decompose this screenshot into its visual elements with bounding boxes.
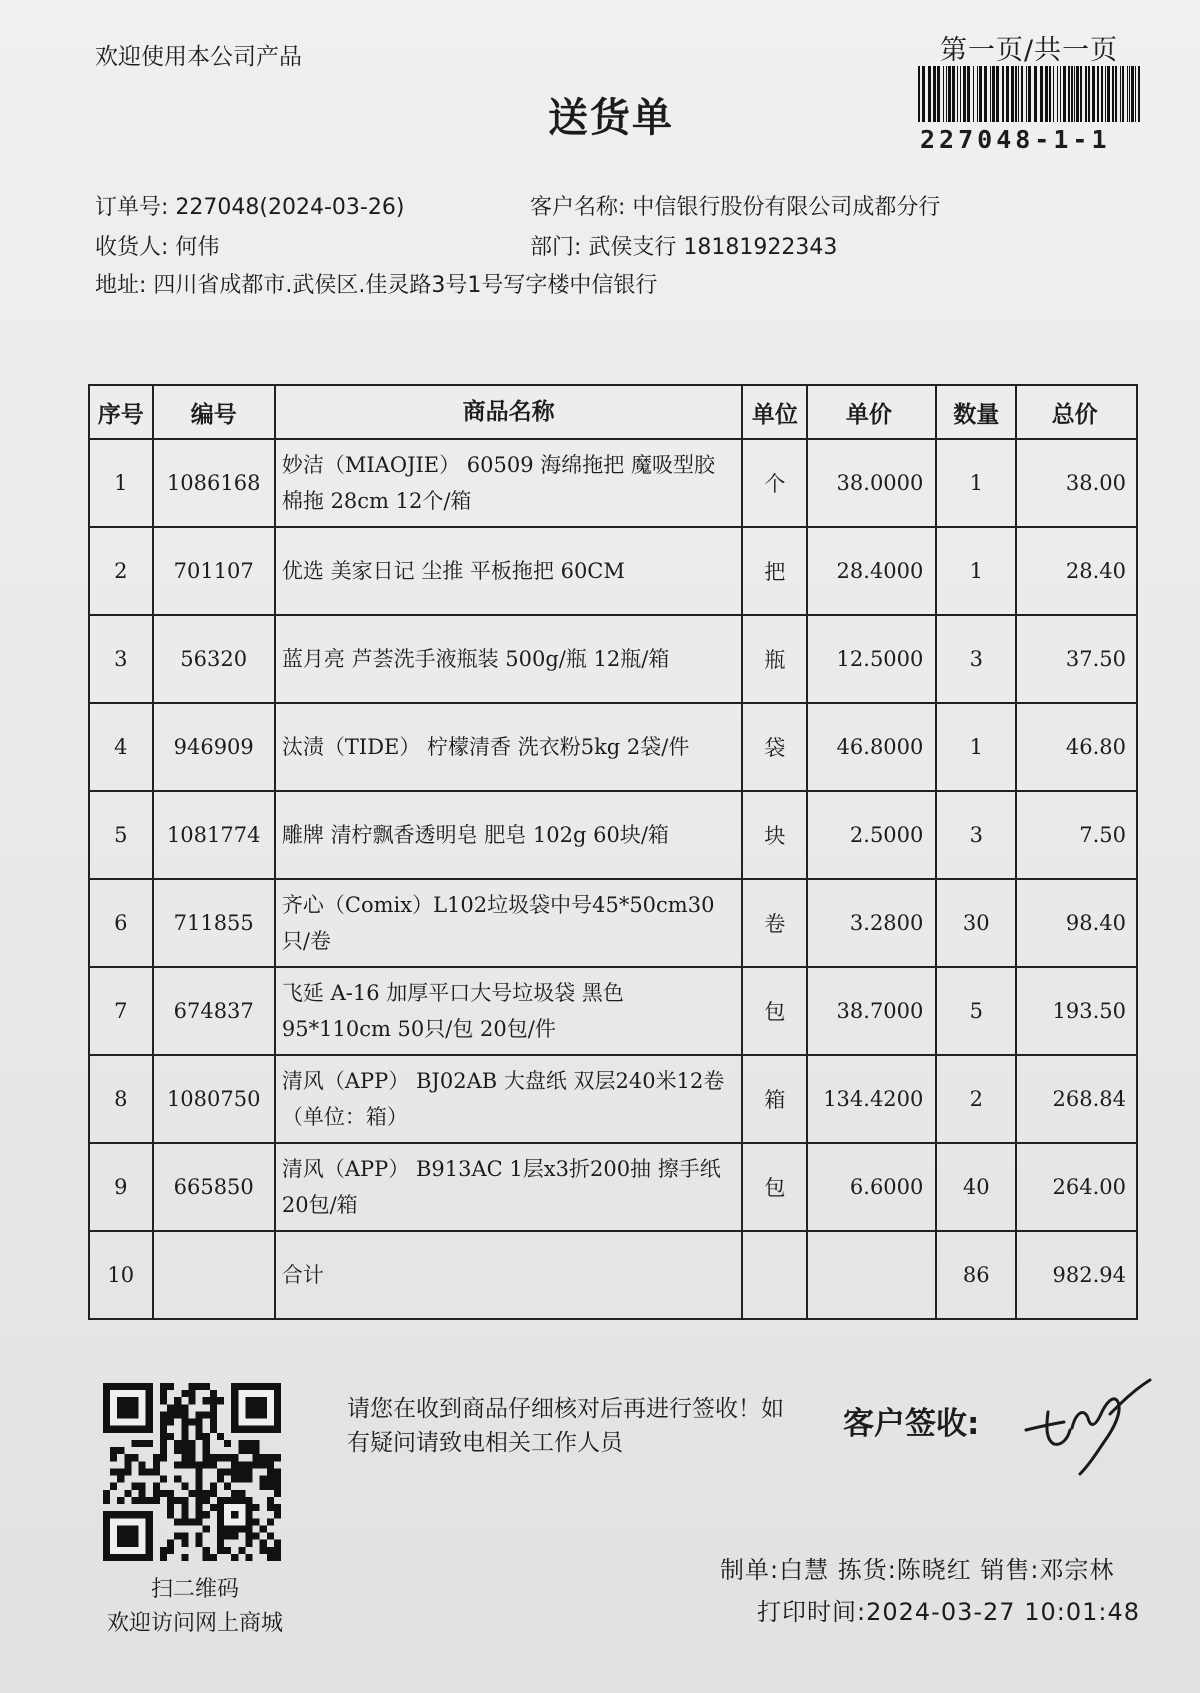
cell-product-name: 妙洁（MIAOJIE） 60509 海绵拖把 魔吸型胶棉拖 28cm 12个/箱: [275, 439, 743, 527]
cell-total: 193.50: [1016, 967, 1137, 1055]
welcome-text: 欢迎使用本公司产品: [95, 44, 302, 70]
cell-index: 9: [89, 1143, 153, 1231]
header-unit-price: 单价: [807, 385, 936, 439]
cell-unit: 块: [742, 791, 807, 879]
table-row: [89, 1143, 1137, 1231]
header-unit: 单位: [742, 385, 807, 439]
order-number: [95, 190, 404, 221]
barcode-icon: [918, 66, 1140, 122]
cell-product-name: 雕牌 清柠飘香透明皂 肥皂 102g 60块/箱: [275, 791, 743, 879]
cell-index: 2: [89, 527, 153, 615]
order-label: 订单号:: [95, 195, 169, 220]
cell-unit: 瓶: [742, 615, 807, 703]
cell-code: 665850: [153, 1143, 275, 1231]
cell-unit: 包: [742, 967, 807, 1055]
cell-unit-price: 12.5000: [807, 615, 936, 703]
cell-product-name: 清风（APP） B913AC 1层x3折200抽 擦手纸 20包/箱: [275, 1143, 743, 1231]
cell-total: 37.50: [1016, 615, 1137, 703]
cell-unit: 袋: [742, 703, 807, 791]
cell-code: 674837: [153, 967, 275, 1055]
customer-label: 客户名称:: [530, 195, 626, 220]
header-quantity: 数量: [936, 385, 1016, 439]
cell-index: 1: [89, 439, 153, 527]
cell-total: 7.50: [1016, 791, 1137, 879]
cell-code: 1086168: [153, 439, 275, 527]
cell-unit-price: 38.0000: [807, 439, 936, 527]
receiver: [95, 230, 219, 261]
address-value: 四川省成都市.武侯区.佳灵路3号1号写字楼中信银行: [153, 273, 658, 298]
staff-info: 制单:白慧 拣货:陈晓红 销售:邓宗林: [720, 1556, 1115, 1584]
cell-code: [153, 1231, 275, 1319]
cell-unit: [742, 1231, 807, 1319]
dept-label: 部门:: [530, 235, 582, 260]
header-index: 序号: [89, 385, 153, 439]
cell-quantity: 5: [936, 967, 1016, 1055]
customer-value: 中信银行股份有限公司成都分行: [632, 195, 941, 220]
cell-quantity: 1: [936, 703, 1016, 791]
cell-quantity: 3: [936, 791, 1016, 879]
table-header-row: [89, 385, 1137, 439]
cell-code: 711855: [153, 879, 275, 967]
cell-quantity: 3: [936, 615, 1016, 703]
cell-product-name: 合计: [275, 1231, 743, 1319]
table-row: [89, 879, 1137, 967]
cell-index: 5: [89, 791, 153, 879]
cell-index: 3: [89, 615, 153, 703]
print-time: 打印时间:2024-03-27 10:01:48: [757, 1598, 1140, 1626]
qr-code-icon: [103, 1383, 281, 1561]
barcode-number: 227048-1-1: [920, 125, 1111, 154]
cell-quantity: 30: [936, 879, 1016, 967]
cell-total: 98.40: [1016, 879, 1137, 967]
cell-total: 982.94: [1016, 1231, 1137, 1319]
cell-quantity: 2: [936, 1055, 1016, 1143]
department: [530, 230, 837, 261]
header-product-name: 商品名称: [275, 385, 743, 439]
cell-index: 8: [89, 1055, 153, 1143]
table-row: [89, 527, 1137, 615]
header-code: 编号: [153, 385, 275, 439]
cell-index: 7: [89, 967, 153, 1055]
page-info: 第一页/共一页: [940, 35, 1119, 66]
address: [95, 268, 657, 299]
cell-unit: 包: [742, 1143, 807, 1231]
cell-product-name: 优选 美家日记 尘推 平板拖把 60CM: [275, 527, 743, 615]
cell-unit-price: 38.7000: [807, 967, 936, 1055]
cell-unit-price: 3.2800: [807, 879, 936, 967]
order-value: 227048(2024-03-26): [175, 195, 405, 220]
table-row: [89, 1231, 1137, 1319]
cell-unit-price: [807, 1231, 936, 1319]
items-table: [88, 384, 1138, 1320]
cell-code: 946909: [153, 703, 275, 791]
cell-product-name: 汰渍（TIDE） 柠檬清香 洗衣粉5kg 2袋/件: [275, 703, 743, 791]
cell-unit: 箱: [742, 1055, 807, 1143]
address-label: 地址:: [95, 273, 147, 298]
customer-sign-label: 客户签收:: [843, 1406, 980, 1442]
cell-quantity: 1: [936, 527, 1016, 615]
cell-index: 6: [89, 879, 153, 967]
cell-code: 56320: [153, 615, 275, 703]
cell-total: 264.00: [1016, 1143, 1137, 1231]
cell-unit-price: 28.4000: [807, 527, 936, 615]
receipt-notice: 请您在收到商品仔细核对后再进行签收！如有疑问请致电相关工作人员: [347, 1396, 784, 1456]
table-row: [89, 791, 1137, 879]
qr-caption: [95, 1573, 295, 1641]
cell-code: 701107: [153, 527, 275, 615]
page-title: 送货单: [548, 95, 674, 141]
cell-unit: 卷: [742, 879, 807, 967]
customer-name: [530, 190, 940, 221]
cell-quantity: 1: [936, 439, 1016, 527]
receiver-value: 何伟: [175, 235, 220, 260]
cell-unit-price: 134.4200: [807, 1055, 936, 1143]
header-total: 总价: [1016, 385, 1137, 439]
cell-product-name: 齐心（Comix）L102垃圾袋中号45*50cm30只/卷: [275, 879, 743, 967]
cell-product-name: 清风（APP） BJ02AB 大盘纸 双层240米12卷（单位：箱）: [275, 1055, 743, 1143]
cell-total: 28.40: [1016, 527, 1137, 615]
cell-total: 38.00: [1016, 439, 1137, 527]
table-row: [89, 439, 1137, 527]
cell-product-name: 蓝月亮 芦荟洗手液瓶装 500g/瓶 12瓶/箱: [275, 615, 743, 703]
cell-unit-price: 2.5000: [807, 791, 936, 879]
cell-code: 1081774: [153, 791, 275, 879]
cell-quantity: 40: [936, 1143, 1016, 1231]
handwritten-signature: [1018, 1372, 1158, 1482]
dept-value: 武侯支行 18181922343: [588, 235, 838, 260]
cell-index: 10: [89, 1231, 153, 1319]
cell-product-name: 飞延 A-16 加厚平口大号垃圾袋 黑色 95*110cm 50只/包 20包/件: [275, 967, 743, 1055]
cell-total: 46.80: [1016, 703, 1137, 791]
table-row: [89, 1055, 1137, 1143]
table-row: [89, 703, 1137, 791]
cell-quantity: 86: [936, 1231, 1016, 1319]
cell-unit: 把: [742, 527, 807, 615]
cell-unit-price: 46.8000: [807, 703, 936, 791]
cell-index: 4: [89, 703, 153, 791]
cell-unit-price: 6.6000: [807, 1143, 936, 1231]
cell-code: 1080750: [153, 1055, 275, 1143]
qr-caption-line-2: 欢迎访问网上商城: [106, 1611, 283, 1636]
cell-total: 268.84: [1016, 1055, 1137, 1143]
table-row: [89, 615, 1137, 703]
receiver-label: 收货人:: [95, 235, 169, 260]
qr-caption-line-1: 扫二维码: [150, 1577, 239, 1602]
cell-unit: 个: [742, 439, 807, 527]
table-row: [89, 967, 1137, 1055]
